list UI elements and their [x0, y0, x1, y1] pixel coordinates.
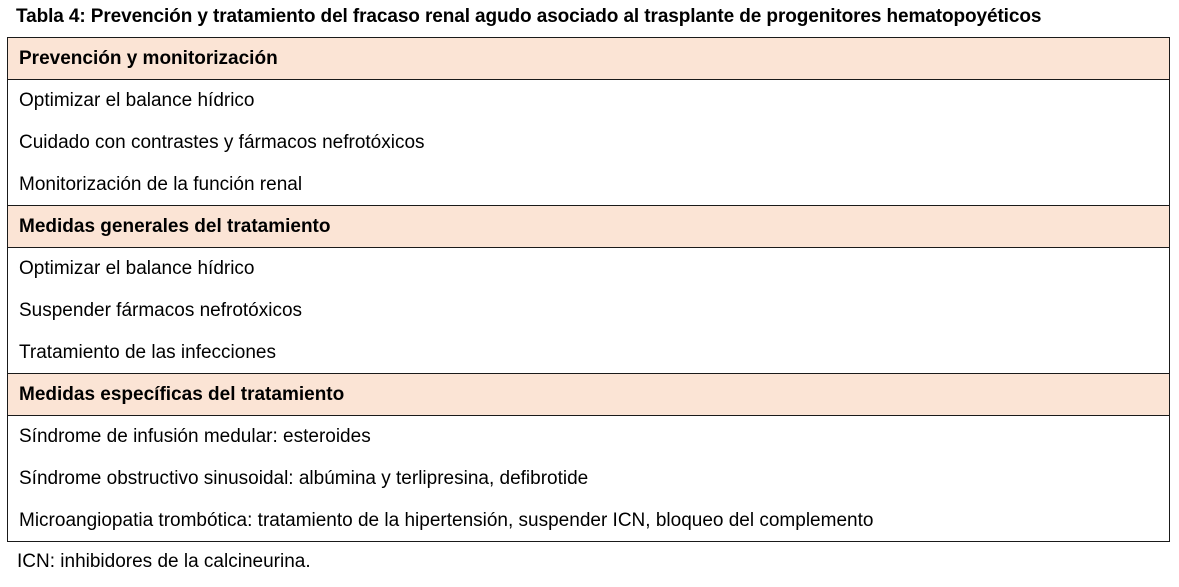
table-row: Tratamiento de las infecciones — [19, 341, 276, 363]
section-body-specific-measures — [8, 416, 1169, 541]
table-title: Tabla 4: Prevención y tratamiento del fracaso renal agudo asociado al trasplante de progenitores hematopoyéticos — [16, 6, 1042, 27]
section-header-specific-measures: Medidas específicas del tratamiento — [8, 374, 1169, 416]
table-row: Optimizar el balance hídrico — [19, 258, 255, 279]
table-row: Microangiopatia trombótica: tratamiento de la hipertensión, suspender ICN, bloqueo del complemento — [19, 509, 874, 531]
table-row: Suspender fármacos nefrotóxicos — [19, 300, 303, 321]
table-row: Síndrome de infusión medular: esteroides — [19, 426, 371, 447]
table-footnote: ICN: inhibidores de la calcineurina. — [17, 551, 311, 572]
table-row: Síndrome obstructivo sinusoidal: albúmina y terlipresina, defibrotide — [19, 468, 589, 489]
table-row: Monitorización de la función renal — [19, 173, 303, 195]
section-body-prevention — [8, 80, 1169, 206]
section-body-general-measures — [8, 248, 1169, 374]
table-row: Optimizar el balance hídrico — [19, 90, 255, 111]
section-header-prevention: Prevención y monitorización — [8, 38, 1169, 80]
section-header-general-measures: Medidas generales del tratamiento — [8, 206, 1169, 248]
treatment-table — [7, 37, 1170, 542]
table-row: Cuidado con contrastes y fármacos nefrotóxicos — [19, 132, 425, 153]
